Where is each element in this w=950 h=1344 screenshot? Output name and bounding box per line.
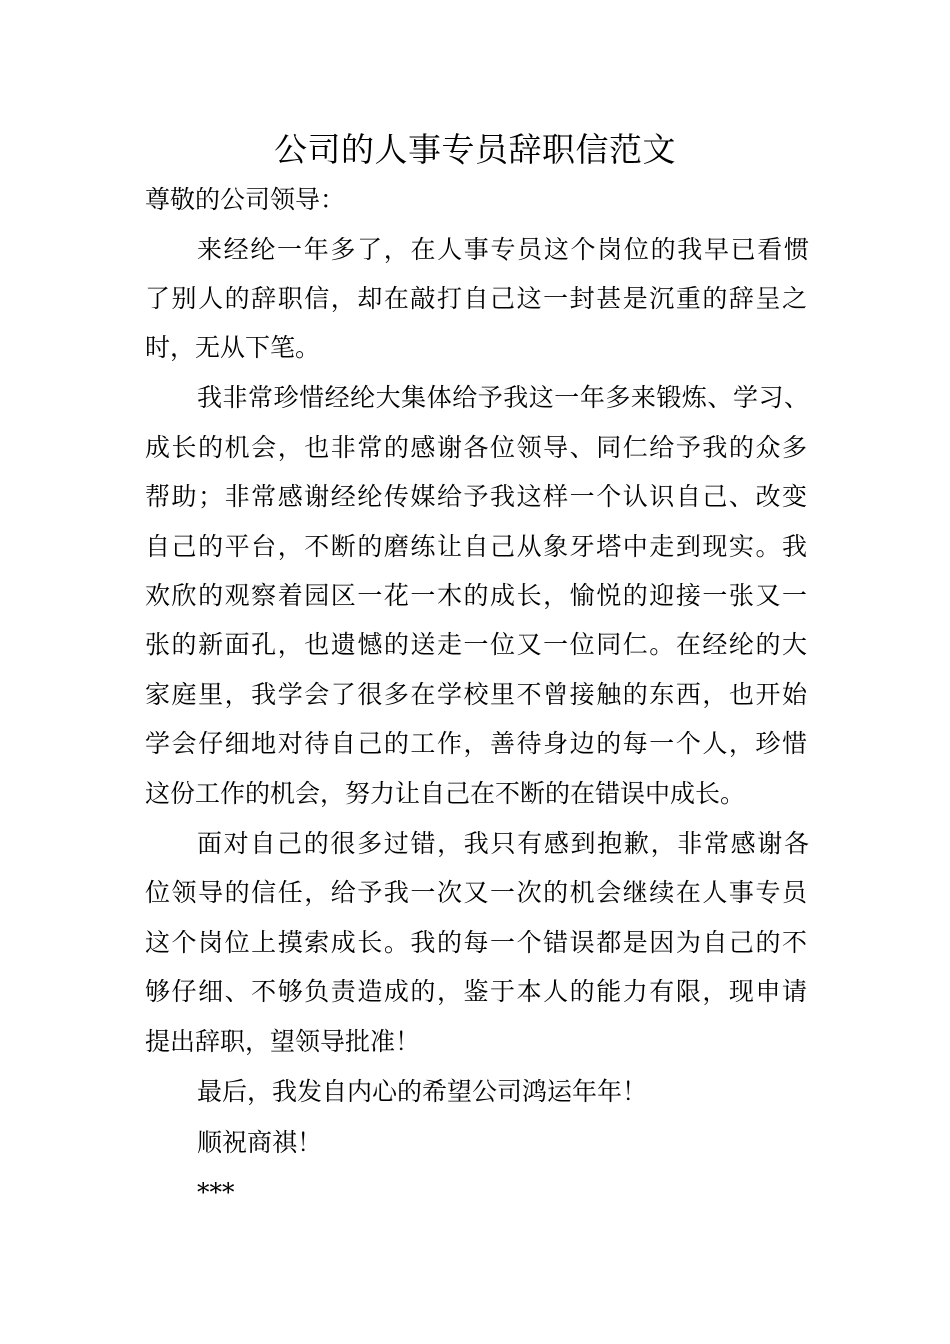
paragraph-line: 家庭里，我学会了很多在学校里不曾接触的东西，也开始 <box>145 680 807 709</box>
paragraph-line: 帮助；非常感谢经纶传媒给予我这样一个认识自己、改变 <box>145 482 807 511</box>
document-title: 公司的人事专员辞职信范文 <box>274 130 676 169</box>
paragraph-line: 了别人的辞职信，却在敲打自己这一封甚是沉重的辞呈之 <box>145 284 807 313</box>
paragraph-line: 这份工作的机会，努力让自己在不断的在错误中成长。 <box>145 779 746 808</box>
paragraph-line: 这个岗位上摸索成长。我的每一个错误都是因为自己的不 <box>145 928 807 957</box>
paragraph-line: 够仔细、不够负责造成的，鉴于本人的能力有限，现申请 <box>145 977 807 1006</box>
salutation: 尊敬的公司领导： <box>145 185 346 214</box>
paragraph-line: 面对自己的很多过错，我只有感到抱歉，非常感谢各 <box>197 829 809 858</box>
paragraph-line: 成长的机会，也非常的感谢各位领导、同仁给予我的众多 <box>145 433 807 462</box>
paragraph-line: 提出辞职，望领导批准！ <box>145 1027 421 1056</box>
closing-line: 最后，我发自内心的希望公司鸿运年年！ <box>197 1077 648 1106</box>
paragraph-line: 我非常珍惜经纶大集体给予我这一年多来锻炼、学习、 <box>197 383 809 412</box>
paragraph-line: 位领导的信任，给予我一次又一次的机会继续在人事专员 <box>145 878 807 907</box>
wishes-line: 顺祝商祺！ <box>197 1128 323 1157</box>
paragraph-line: 学会仔细地对待自己的工作，善待身边的每一个人，珍惜 <box>145 729 807 758</box>
paragraph-line: 自己的平台，不断的磨练让自己从象牙塔中走到现实。我 <box>145 532 807 561</box>
paragraph-line: 来经纶一年多了，在人事专员这个岗位的我早已看惯 <box>197 235 809 264</box>
paragraph-line: 时，无从下笔。 <box>145 333 321 362</box>
paragraph-line: 欢欣的观察着园区一花一木的成长，愉悦的迎接一张又一 <box>145 581 807 610</box>
paragraph-line: 张的新面孔，也遗憾的送走一位又一位同仁。在经纶的大 <box>145 630 807 659</box>
signature: *** <box>197 1178 235 1207</box>
